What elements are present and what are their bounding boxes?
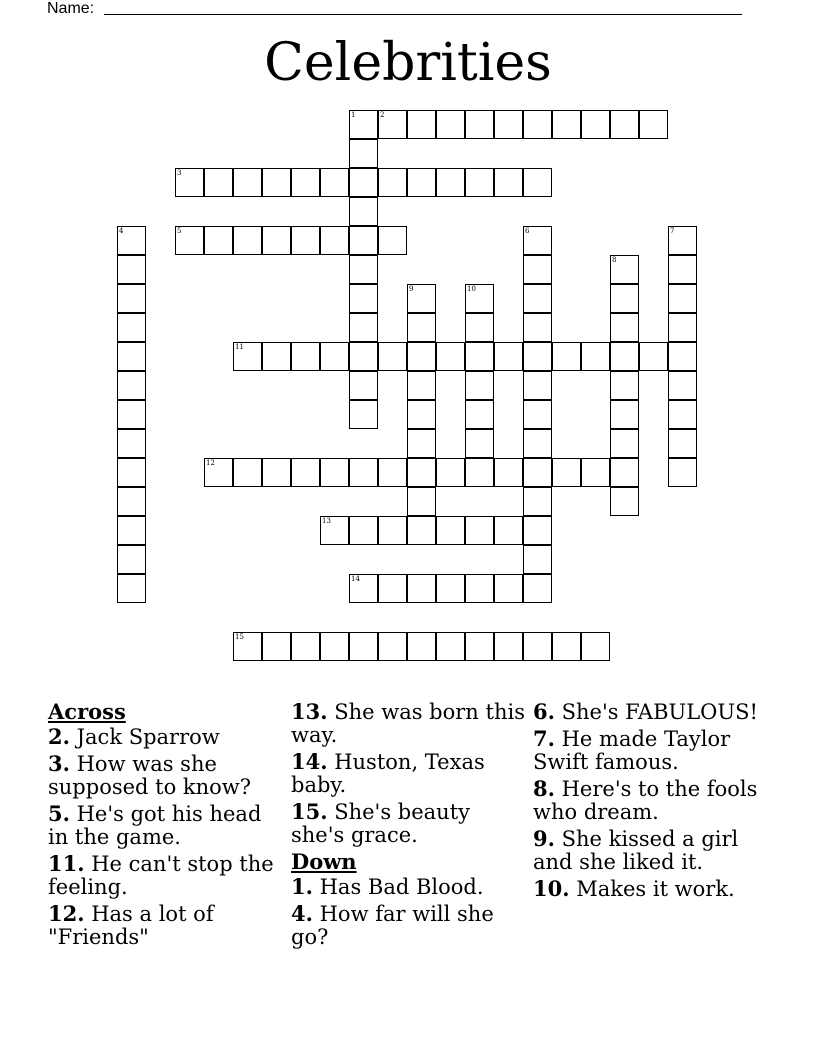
clue-item xyxy=(533,777,771,824)
clue-item-text: Makes it work. xyxy=(569,877,735,901)
crossword-cell[interactable] xyxy=(175,168,204,197)
clue-number: 2 xyxy=(380,111,385,119)
crossword-cell[interactable] xyxy=(349,574,378,603)
crossword-cell[interactable] xyxy=(117,487,146,516)
crossword-cell[interactable] xyxy=(262,168,291,197)
clue-number: 3 xyxy=(177,169,182,177)
clue-number: 1 xyxy=(351,111,356,119)
crossword-cell[interactable] xyxy=(523,458,552,487)
crossword-cell[interactable] xyxy=(610,371,639,400)
clue-item-number: 12. xyxy=(48,901,85,926)
crossword-cell[interactable] xyxy=(349,168,378,197)
clue-item xyxy=(48,902,286,949)
clues-column-1 xyxy=(48,700,286,952)
crossword-cell[interactable] xyxy=(349,226,378,255)
crossword-cell[interactable] xyxy=(610,342,639,371)
crossword-cell[interactable] xyxy=(117,342,146,371)
clue-item-number: 14. xyxy=(291,749,328,774)
crossword-cell[interactable] xyxy=(204,168,233,197)
clue-item-text: How was she supposed to know? xyxy=(48,752,252,799)
crossword-cell[interactable] xyxy=(407,342,436,371)
crossword-cell[interactable] xyxy=(349,458,378,487)
crossword-cell[interactable] xyxy=(407,400,436,429)
clue-item-text: How far will she go? xyxy=(291,902,494,949)
crossword-cell[interactable] xyxy=(610,429,639,458)
crossword-cell[interactable] xyxy=(291,342,320,371)
crossword-cell[interactable] xyxy=(407,429,436,458)
clue-item-number: 8. xyxy=(533,776,555,801)
clue-number: 14 xyxy=(351,575,360,583)
crossword-cell[interactable] xyxy=(494,516,523,545)
crossword-cell[interactable] xyxy=(436,632,465,661)
crossword-cell[interactable] xyxy=(668,371,697,400)
clue-item-text: He made Taylor Swift famous. xyxy=(533,727,731,774)
crossword-cell[interactable] xyxy=(523,255,552,284)
crossword-cell[interactable] xyxy=(436,574,465,603)
crossword-cell[interactable] xyxy=(610,284,639,313)
clue-number: 5 xyxy=(177,227,182,235)
crossword-cell[interactable] xyxy=(668,255,697,284)
crossword-cell[interactable] xyxy=(349,632,378,661)
crossword-cell[interactable] xyxy=(291,458,320,487)
crossword-cell[interactable] xyxy=(465,458,494,487)
crossword-cell[interactable] xyxy=(436,516,465,545)
crossword-cell[interactable] xyxy=(233,632,262,661)
crossword-cell[interactable] xyxy=(407,458,436,487)
crossword-cell[interactable] xyxy=(262,342,291,371)
clue-item-number: 4. xyxy=(291,901,313,926)
crossword-cell[interactable] xyxy=(349,110,378,139)
crossword-cell[interactable] xyxy=(262,458,291,487)
crossword-cell[interactable] xyxy=(378,458,407,487)
crossword-cell[interactable] xyxy=(349,284,378,313)
crossword-cell[interactable] xyxy=(668,429,697,458)
clue-number: 10 xyxy=(467,285,476,293)
crossword-cell[interactable] xyxy=(581,458,610,487)
clue-item-number: 5. xyxy=(48,801,70,826)
clue-item xyxy=(291,875,529,899)
crossword-cell[interactable] xyxy=(523,632,552,661)
crossword-cell[interactable] xyxy=(349,516,378,545)
clue-item-number: 15. xyxy=(291,799,328,824)
clue-item-text: He can't stop the feeling. xyxy=(48,852,274,899)
crossword-cell[interactable] xyxy=(117,400,146,429)
crossword-cell[interactable] xyxy=(523,168,552,197)
crossword-cell[interactable] xyxy=(117,516,146,545)
crossword-cell[interactable] xyxy=(523,110,552,139)
crossword-cell[interactable] xyxy=(523,342,552,371)
crossword-cell[interactable] xyxy=(436,458,465,487)
clue-item-number: 7. xyxy=(533,726,555,751)
crossword-cell[interactable] xyxy=(523,487,552,516)
crossword-cell[interactable] xyxy=(465,168,494,197)
crossword-cell[interactable] xyxy=(465,110,494,139)
crossword-cell[interactable] xyxy=(465,574,494,603)
crossword-cell[interactable] xyxy=(581,632,610,661)
crossword-cell[interactable] xyxy=(117,458,146,487)
crossword-cell[interactable] xyxy=(378,168,407,197)
crossword-cell[interactable] xyxy=(523,429,552,458)
crossword-cell[interactable] xyxy=(465,284,494,313)
clue-item-text: Has Bad Blood. xyxy=(312,875,484,899)
crossword-cell[interactable] xyxy=(291,226,320,255)
crossword-cell[interactable] xyxy=(320,168,349,197)
crossword-cell[interactable] xyxy=(117,545,146,574)
clue-number: 9 xyxy=(409,285,414,293)
crossword-cell[interactable] xyxy=(117,574,146,603)
crossword-cell[interactable] xyxy=(378,632,407,661)
crossword-cell[interactable] xyxy=(639,110,668,139)
crossword-cell[interactable] xyxy=(320,516,349,545)
crossword-cell[interactable] xyxy=(407,168,436,197)
crossword-cell[interactable] xyxy=(175,226,204,255)
crossword-cell[interactable] xyxy=(117,255,146,284)
clue-item-text: Here's to the fools who dream. xyxy=(533,777,758,824)
page-title: Celebrities xyxy=(264,33,552,93)
crossword-cell[interactable] xyxy=(465,632,494,661)
clue-number: 11 xyxy=(235,343,244,351)
crossword-cell[interactable] xyxy=(523,545,552,574)
crossword-cell[interactable] xyxy=(581,342,610,371)
crossword-cell[interactable] xyxy=(407,632,436,661)
crossword-cell[interactable] xyxy=(320,342,349,371)
clue-item-text: Has a lot of "Friends" xyxy=(48,902,214,949)
clue-item-text: She's beauty she's grace. xyxy=(291,800,471,847)
clue-number: 8 xyxy=(612,256,617,264)
crossword-cell[interactable] xyxy=(523,400,552,429)
crossword-cell[interactable] xyxy=(465,313,494,342)
crossword-cell[interactable] xyxy=(378,226,407,255)
crossword-cell[interactable] xyxy=(407,516,436,545)
crossword-cell[interactable] xyxy=(262,632,291,661)
clue-item-number: 10. xyxy=(533,876,570,901)
clue-item xyxy=(291,902,529,949)
crossword-cell[interactable] xyxy=(117,371,146,400)
crossword-cell[interactable] xyxy=(320,458,349,487)
crossword-cell[interactable] xyxy=(465,342,494,371)
crossword-cell[interactable] xyxy=(233,168,262,197)
clue-item-text: She was born this way. xyxy=(291,700,525,747)
crossword-cell[interactable] xyxy=(523,371,552,400)
crossword-cell[interactable] xyxy=(465,516,494,545)
crossword-cell[interactable] xyxy=(610,487,639,516)
crossword-cell[interactable] xyxy=(117,313,146,342)
crossword-cell[interactable] xyxy=(233,342,262,371)
clue-item xyxy=(48,802,286,849)
crossword-cell[interactable] xyxy=(552,110,581,139)
clue-number: 12 xyxy=(206,459,215,467)
crossword-cell[interactable] xyxy=(407,110,436,139)
crossword-cell[interactable] xyxy=(378,574,407,603)
crossword-cell[interactable] xyxy=(407,574,436,603)
clue-item-number: 9. xyxy=(533,826,555,851)
crossword-cell[interactable] xyxy=(668,458,697,487)
crossword-cell[interactable] xyxy=(407,371,436,400)
down-heading: Down xyxy=(291,849,357,874)
clue-item-text: Huston, Texas baby. xyxy=(291,750,485,797)
crossword-cell[interactable] xyxy=(494,458,523,487)
crossword-cell[interactable] xyxy=(204,458,233,487)
crossword-cell[interactable] xyxy=(523,574,552,603)
crossword-cell[interactable] xyxy=(523,284,552,313)
crossword-cell[interactable] xyxy=(436,110,465,139)
clue-item-text: She kissed a girl and she liked it. xyxy=(533,827,739,874)
crossword-cell[interactable] xyxy=(465,429,494,458)
crossword-cell[interactable] xyxy=(668,400,697,429)
crossword-cell[interactable] xyxy=(668,226,697,255)
clues-column-2 xyxy=(291,700,529,952)
clue-number: 15 xyxy=(235,633,244,641)
crossword-cell[interactable] xyxy=(349,400,378,429)
crossword-cell[interactable] xyxy=(552,342,581,371)
crossword-cell[interactable] xyxy=(610,313,639,342)
clue-number: 7 xyxy=(670,227,675,235)
crossword-cell[interactable] xyxy=(436,168,465,197)
clue-item xyxy=(48,725,286,749)
crossword-cell[interactable] xyxy=(494,632,523,661)
clue-item xyxy=(48,852,286,899)
crossword-cell[interactable] xyxy=(494,342,523,371)
crossword-cell[interactable] xyxy=(378,516,407,545)
clue-item xyxy=(291,800,529,847)
clue-item-number: 2. xyxy=(48,724,70,749)
crossword-cell[interactable] xyxy=(523,226,552,255)
crossword-cell[interactable] xyxy=(668,342,697,371)
crossword-cell[interactable] xyxy=(320,226,349,255)
crossword-cell[interactable] xyxy=(320,632,349,661)
crossword-cell[interactable] xyxy=(581,110,610,139)
clue-item-text: He's got his head in the game. xyxy=(48,802,262,849)
crossword-cell[interactable] xyxy=(610,400,639,429)
crossword-cell[interactable] xyxy=(117,226,146,255)
crossword-cell[interactable] xyxy=(639,342,668,371)
clue-item xyxy=(533,727,771,774)
clue-number: 6 xyxy=(525,227,530,235)
crossword-cell[interactable] xyxy=(552,458,581,487)
crossword-cell[interactable] xyxy=(407,284,436,313)
clue-item xyxy=(291,700,529,747)
clue-item xyxy=(533,877,771,901)
crossword-cell[interactable] xyxy=(610,255,639,284)
clue-item-number: 13. xyxy=(291,699,328,724)
crossword-cell[interactable] xyxy=(494,574,523,603)
crossword-cell[interactable] xyxy=(349,139,378,168)
crossword-cell[interactable] xyxy=(668,284,697,313)
clue-item-number: 11. xyxy=(48,851,85,876)
crossword-cell[interactable] xyxy=(291,168,320,197)
clue-item-number: 3. xyxy=(48,751,70,776)
clue-item xyxy=(48,752,286,799)
crossword-cell[interactable] xyxy=(610,458,639,487)
crossword-cell[interactable] xyxy=(523,516,552,545)
crossword-cell[interactable] xyxy=(465,400,494,429)
crossword-cell[interactable] xyxy=(494,110,523,139)
crossword-cell[interactable] xyxy=(378,342,407,371)
clue-item-number: 1. xyxy=(291,874,313,899)
crossword-cell[interactable] xyxy=(465,371,494,400)
clue-item xyxy=(291,750,529,797)
crossword-cell[interactable] xyxy=(117,429,146,458)
crossword-cell[interactable] xyxy=(668,313,697,342)
across-heading: Across xyxy=(48,699,126,724)
crossword-cell[interactable] xyxy=(349,342,378,371)
crossword-cell[interactable] xyxy=(117,284,146,313)
crossword-cell[interactable] xyxy=(436,342,465,371)
clue-item-text: Jack Sparrow xyxy=(69,725,220,749)
crossword-cell[interactable] xyxy=(204,226,233,255)
clue-number: 4 xyxy=(119,227,124,235)
crossword-cell[interactable] xyxy=(349,313,378,342)
crossword-cell[interactable] xyxy=(349,197,378,226)
clue-number: 13 xyxy=(322,517,331,525)
clue-item xyxy=(533,700,771,724)
name-label: Name: xyxy=(47,0,95,17)
crossword-cell[interactable] xyxy=(291,632,320,661)
crossword-cell[interactable] xyxy=(378,110,407,139)
crossword-cell[interactable] xyxy=(349,371,378,400)
crossword-cell[interactable] xyxy=(552,632,581,661)
crossword-cell[interactable] xyxy=(494,168,523,197)
crossword-cell[interactable] xyxy=(407,487,436,516)
clues-column-3 xyxy=(533,700,771,904)
crossword-cell[interactable] xyxy=(349,255,378,284)
crossword-cell[interactable] xyxy=(233,226,262,255)
crossword-cell[interactable] xyxy=(233,458,262,487)
clue-item xyxy=(533,827,771,874)
crossword-cell[interactable] xyxy=(262,226,291,255)
crossword-cell[interactable] xyxy=(407,313,436,342)
clue-item-text: She's FABULOUS! xyxy=(554,700,758,724)
crossword-cell[interactable] xyxy=(610,110,639,139)
clue-item-number: 6. xyxy=(533,699,555,724)
crossword-cell[interactable] xyxy=(523,313,552,342)
